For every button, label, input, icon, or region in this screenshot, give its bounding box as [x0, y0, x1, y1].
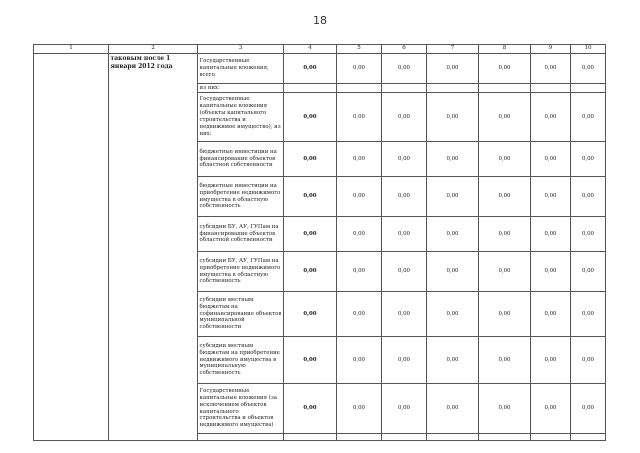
value-cell: 0,00: [427, 93, 479, 142]
value-cell: [337, 84, 382, 93]
value-cell: 0,00: [337, 93, 382, 142]
value-cell: 0,00: [571, 93, 606, 142]
value-cell: 0,00: [284, 252, 337, 292]
value-cell: 0,00: [427, 177, 479, 217]
column-number: 2: [109, 45, 198, 54]
value-cell: 0,00: [479, 337, 531, 384]
value-cell: 0,00: [571, 252, 606, 292]
value-cell: 0,00: [337, 384, 382, 434]
value-cell: 0,00: [531, 93, 571, 142]
value-cell: 0,00: [427, 337, 479, 384]
column-number: 3: [198, 45, 284, 54]
value-cell: 0,00: [427, 292, 479, 337]
value-cell: 0,00: [531, 292, 571, 337]
value-cell: 0,00: [284, 292, 337, 337]
value-cell: 0,00: [382, 292, 427, 337]
value-cell: 0,00: [337, 54, 382, 84]
value-cell: 0,00: [382, 217, 427, 252]
value-cell: 0,00: [284, 93, 337, 142]
value-cell: 0,00: [571, 384, 606, 434]
row-label: субсидии местным бюджетам на приобретение недвижимого имущества в муниципальную собственность: [198, 337, 284, 384]
value-cell: [427, 84, 479, 93]
value-cell: 0,00: [479, 217, 531, 252]
empty-cell: [337, 434, 382, 441]
value-cell: 0,00: [284, 337, 337, 384]
value-cell: [479, 84, 531, 93]
row-label: субсидии местным бюджетам на софинансирование объектов муниципальной собственности: [198, 292, 284, 337]
group-label: таковым после 1 январи 2012 года: [109, 54, 198, 441]
value-cell: 0,00: [337, 292, 382, 337]
value-cell: 0,00: [337, 217, 382, 252]
column-number: 10: [571, 45, 606, 54]
row-label: субсидии БУ, АУ, ГУПам на финансирование объектов областной собственности: [198, 217, 284, 252]
value-cell: 0,00: [479, 252, 531, 292]
value-cell: 0,00: [479, 142, 531, 177]
value-cell: 0,00: [382, 93, 427, 142]
column-number: 6: [382, 45, 427, 54]
value-cell: 0,00: [284, 217, 337, 252]
value-cell: 0,00: [571, 217, 606, 252]
value-cell: 0,00: [337, 337, 382, 384]
value-cell: 0,00: [284, 54, 337, 84]
value-cell: 0,00: [571, 54, 606, 84]
value-cell: 0,00: [337, 142, 382, 177]
row-label: Государственные капитальные вложения (объекты капитального строительства и недвижимое имущество), из них:: [198, 93, 284, 142]
value-cell: 0,00: [382, 337, 427, 384]
value-cell: 0,00: [531, 337, 571, 384]
value-cell: 0,00: [571, 142, 606, 177]
value-cell: 0,00: [531, 177, 571, 217]
value-cell: [382, 84, 427, 93]
row-label: из них:: [198, 84, 284, 93]
empty-cell: [479, 434, 531, 441]
row-label: Государственные капитальные вложения (за исключением объектов капитального строительства и объектов недвижимого имущества): [198, 384, 284, 434]
row-label: Государственные капитальные вложения, всего: [198, 54, 284, 84]
value-cell: 0,00: [479, 384, 531, 434]
value-cell: 0,00: [479, 177, 531, 217]
column-number: 1: [34, 45, 109, 54]
value-cell: 0,00: [382, 54, 427, 84]
value-cell: 0,00: [427, 384, 479, 434]
value-cell: 0,00: [337, 177, 382, 217]
column-number-row: [34, 45, 606, 54]
value-cell: 0,00: [531, 384, 571, 434]
value-cell: 0,00: [382, 142, 427, 177]
value-cell: 0,00: [337, 252, 382, 292]
value-cell: 0,00: [531, 54, 571, 84]
value-cell: 0,00: [531, 142, 571, 177]
value-cell: 0,00: [531, 252, 571, 292]
value-cell: 0,00: [571, 292, 606, 337]
value-cell: [531, 84, 571, 93]
value-cell: 0,00: [284, 142, 337, 177]
column-number: 9: [531, 45, 571, 54]
value-cell: 0,00: [382, 252, 427, 292]
empty-cell: [382, 434, 427, 441]
row-label: бюджетные инвестиции на приобретение недвижимого имущества в областную собственность: [198, 177, 284, 217]
value-cell: 0,00: [571, 337, 606, 384]
value-cell: [284, 84, 337, 93]
row-label: субсидии БУ, АУ, ГУПам на приобретение недвижимого имущества в областную собственность: [198, 252, 284, 292]
budget-table: [33, 44, 606, 441]
value-cell: 0,00: [479, 93, 531, 142]
value-cell: 0,00: [284, 177, 337, 217]
value-cell: 0,00: [531, 217, 571, 252]
value-cell: [571, 84, 606, 93]
empty-cell: [34, 54, 109, 441]
value-cell: 0,00: [382, 384, 427, 434]
empty-cell: [284, 434, 337, 441]
column-number: 4: [284, 45, 337, 54]
value-cell: 0,00: [479, 292, 531, 337]
column-number: 8: [479, 45, 531, 54]
value-cell: 0,00: [427, 252, 479, 292]
value-cell: 0,00: [284, 384, 337, 434]
empty-cell: [198, 434, 284, 441]
value-cell: 0,00: [479, 54, 531, 84]
value-cell: 0,00: [427, 142, 479, 177]
empty-cell: [531, 434, 571, 441]
row-label: бюджетные инвестиции на финансирование объектов областной собственности: [198, 142, 284, 177]
value-cell: 0,00: [382, 177, 427, 217]
empty-cell: [427, 434, 479, 441]
value-cell: 0,00: [427, 217, 479, 252]
column-number: 5: [337, 45, 382, 54]
value-cell: 0,00: [571, 177, 606, 217]
column-number: 7: [427, 45, 479, 54]
table-row: [34, 54, 606, 84]
page-number: 18: [313, 14, 327, 27]
value-cell: 0,00: [427, 54, 479, 84]
empty-cell: [571, 434, 606, 441]
